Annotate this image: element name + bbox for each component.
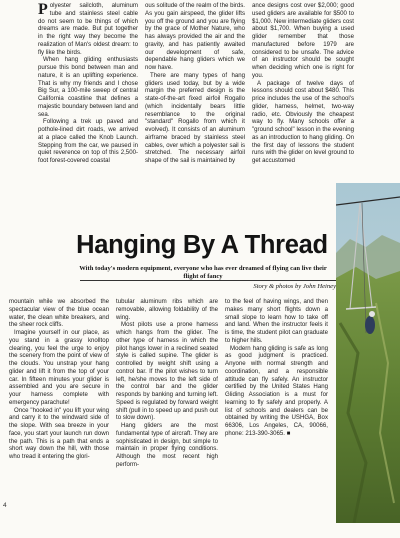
article-paragraph: ous solitude of the realm of the birds. As you gain airspeed, the glider lifts you off the ground and you are flying by the grace of Mother Nature, who has always provided the air and the gravity, and has patiently awaited our development of safe, dependable hang gliders which we now have. (145, 2, 245, 71)
article-title: Hanging By A Thread (76, 231, 328, 259)
article-paragraph: tubular aluminum ribs which are removable, allowing foldability of the wing. (116, 298, 218, 321)
article-paragraph: When hang gliding enthusiasts pursue this bond between man and nature, it is an uplifting experience. That is why my friends and I chose Big Sur, a 100-mile sweep of central California coastline that defines a majestic boundary between land and sea. (38, 56, 138, 118)
drop-cap: P (38, 1, 48, 18)
hang-glider-photo (336, 183, 400, 523)
article-paragraph: Following a trek up paved and pothole-lined dirt roads, we arrived at a place called the Knob Launch. Stepping from the car, we paused in quiet reverence on top of this 2,500-foot forest-covered coastal (38, 118, 138, 164)
article-column-bottom-1 (9, 298, 109, 461)
article-byline: Story & photos by John Heiney (253, 283, 336, 290)
article-paragraph: Polyester sailcloth, aluminum tube and stainless steel cable do not seem to be things of which dreams are made. But put together in the right way they become the realization of Man's oldest dream: to fly like the birds. (38, 1, 138, 56)
article-paragraph: Imagine yourself in our place, as you stand in a grassy knolltop clearing, you feel the urge to enjoy the scenery from the point of view of the clouds. You unstrap your hang glider and lift it from the top of your car. In fifteen minutes your glider is assembled and you are secure in your harness complete with emergency parachute! (9, 329, 109, 406)
article-column-top-2 (145, 2, 245, 165)
article-paragraph: mountain while we absorbed the spectacular view of the blue ocean water, the clean white breakers, and the sheer rock cliffs. (9, 298, 109, 329)
article-paragraph: ance designs cost over $2,000; good used gliders are available for $500 to $1,000. New intermediate gliders cost about $1,700. When buying a used glider remember that those manufactured before 1979 are considered to be unsafe. The advice of an instructor should be sought when deciding which one is right for you. (252, 2, 354, 79)
article-paragraph: A package of twelve days of lessons should cost about $480. This price includes the use of the school's glider, harness, helmet, two-way radio, etc. Obviously the cheapest way to fly. Many schools offer a "ground school" lesson in the evening as an introduction to hang gliding. On the first day of lessons the student runs with the glider on level ground to get accustomed (252, 79, 354, 164)
article-paragraph: Most pilots use a prone harness which hangs from the glider. The other type of harness in which the pilot hangs lower in a reclined seated style is called supine. The glider is controlled by weight shift using a control bar. If the pilot wishes to turn left, he/she moves to the left side of the control bar and the glider responds by banking and turning left. Speed is regulated by forward weight shift (pull in to speed up and push out to slow down). (116, 321, 218, 422)
article-column-top-3 (252, 2, 354, 165)
byline-rule (80, 280, 336, 281)
article-subtitle: With today's modern equipment, everyone who has ever dreamed of flying can live their flight of fancy (79, 265, 327, 280)
article-paragraph: There are many types of hang gliders used today, but by a wide margin the preferred design is the state-of-the-art fixed airfoil Rogallo (which incidentally bears little resemblance to the original "standard" Rogallo from which it evolved). It consists of an aluminum airframe braced by stainless steel cables, over which a polyester sail is stretched. The necessary airfoil shape of the sail is maintained by (145, 71, 245, 164)
article-paragraph: Modern hang gliding is safe as long as good judgment is practiced. Anyone with normal strength and coordination, and a responsible attitude can fly safely. An instructor certified by the United States Hang Gliding Association is a must for learning to fly safely and properly. A list of schools and dealers can be obtained by writing the USHGA, Box 66306, Los Angeles, CA, 90066, phone: 213-390-3065. ■ (225, 344, 328, 437)
article-paragraph: Hang gliders are the most fundamental type of aircraft. They are sophisticated in design, but simple to maintain in proper flying conditions. Although the most recent high perform- (116, 422, 218, 468)
page-number: 4 (3, 502, 7, 509)
article-paragraph: Once "hooked in" you lift your wing and carry it to the windward side of the slope. With sea breeze in your face, you start your launch run down the path. This is a path that ends a short way down the hill, with those who tread it entering the glori- (9, 406, 109, 460)
article-column-bottom-2 (116, 298, 218, 469)
article-column-top-1 (38, 2, 138, 165)
article-paragraph: to the feel of having wings, and then makes many short flights down a small slope to learn how to take off and land. When the instructor feels it is time, the student pilot can graduate to higher hills. (225, 298, 328, 344)
article-column-bottom-3 (225, 298, 328, 438)
